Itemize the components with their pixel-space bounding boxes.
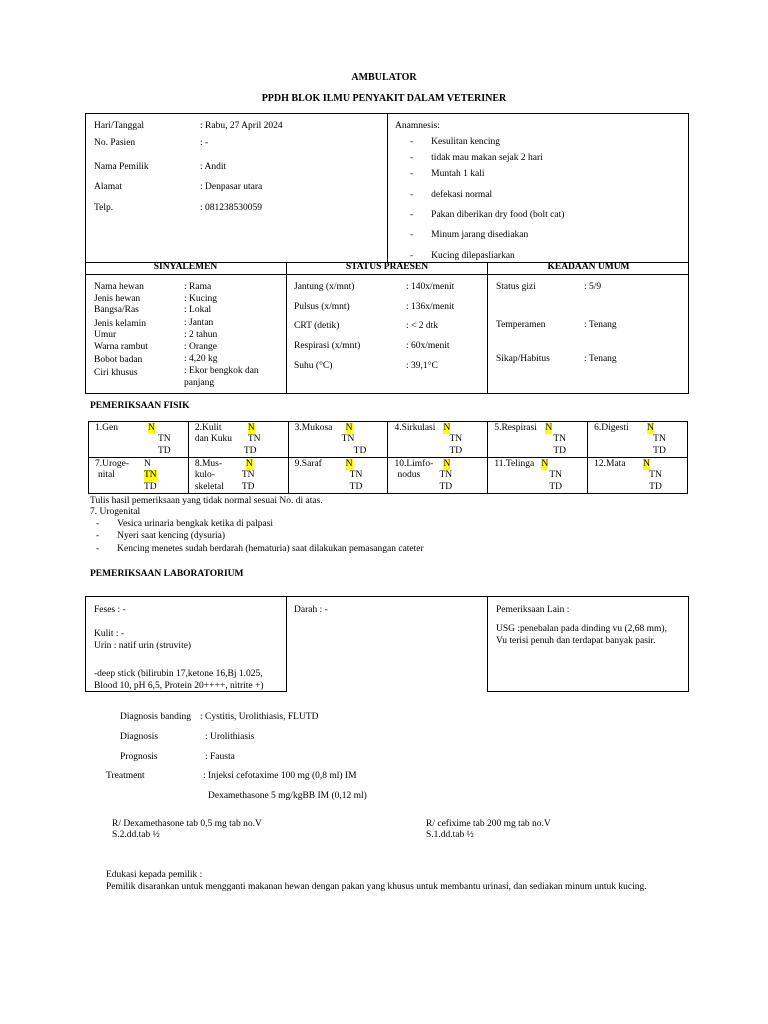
diagnosis-value: : Urolithiasis [205, 732, 255, 742]
table-cell: 10.Limfo- nodus N TN TD [388, 458, 488, 494]
diagnosis-banding-value: : Cystitis, Urolithiasis, FLUTD [200, 712, 319, 722]
keadaan-label: Temperamen [496, 320, 546, 330]
treatment-value: : Injeksi cefotaxime 100 mg (0,8 ml) IM [203, 771, 357, 781]
divider [487, 691, 689, 692]
patient-value: : - [200, 138, 209, 148]
vital-value: : 136x/menit [406, 302, 455, 312]
prognosis-value: : Fausta [205, 752, 235, 762]
keadaan-label: Status gizi [496, 282, 536, 292]
vital-value: : 60x/menit [406, 341, 450, 351]
finding-item: - Nyeri saat kencing (dysuria) [96, 531, 226, 541]
patient-label: Alamat [94, 182, 122, 192]
sinyalemen-label: Warna rambut [94, 342, 148, 352]
vital-label: Pulsus (x/mnt) [294, 302, 350, 312]
anamnesis-item: - Minum jarang disediakan [410, 230, 529, 240]
sinyalemen-label: Nama hewan [94, 282, 144, 292]
divider [85, 274, 689, 275]
patient-label: Hari/Tanggal [94, 121, 144, 131]
patient-label: Telp. [94, 203, 114, 213]
lab-urin: Urin : natif urin (struvite) [94, 641, 192, 651]
anamnesis-item: - Pakan diberikan dry food (bolt cat) [410, 210, 565, 220]
patient-value: : Denpasar utara [200, 182, 263, 192]
diagnosis-banding-label: Diagnosis banding [120, 712, 191, 722]
divider [487, 262, 488, 394]
laboratorium-title: PEMERIKSAAN LABORATORIUM [90, 569, 244, 579]
lab-dipstick: -deep stick (bilirubin 17,ketone 16,Bj 1.025, [94, 669, 263, 679]
pemeriksaan-note: Tulis hasil pemeriksaan yang tidak normal sesuai No. di atas. [90, 496, 323, 506]
lab-feses: Feses : - [94, 605, 126, 615]
divider [286, 262, 287, 394]
pemeriksaan-fisik-table [88, 421, 688, 494]
lab-lain: Vu terisi penuh dan terdapat banyak pasir. [496, 636, 656, 646]
table-cell: 7.Uroge- nital N TN TD [89, 458, 189, 494]
keadaan-label: Sikap/Habitus [496, 354, 550, 364]
resep-right: R/ cefixime tab 200 mg tab no.V [426, 819, 551, 829]
patient-label: No. Pasien [94, 138, 136, 148]
sinyalemen-label: Bangsa/Ras [94, 305, 139, 315]
vital-label: Jantung (x/mnt) [294, 282, 355, 292]
table-cell: 1.Gen N TN TD [89, 422, 189, 458]
resep-right: S.1.dd.tab ½ [426, 830, 474, 840]
sinyalemen-label: Umur [94, 330, 117, 340]
table-cell: 3.Mukosa N TN TD [288, 422, 388, 458]
table-cell: 2.Kulit dan Kuku N TN TD [188, 422, 288, 458]
sinyalemen-label: Jenis hewan [94, 294, 141, 304]
vital-value: : < 2 dtk [406, 321, 439, 331]
sinyalemen-value: : 4,20 kg [184, 354, 218, 364]
sinyalemen-label: Ciri khusus [94, 368, 138, 378]
page-subtitle: PPDH BLOK ILMU PENYAKIT DALAM VETERINER [261, 93, 507, 104]
lab-dipstick: Blood 10, pH 6,5, Protein 20++++, nitrite +) [94, 681, 264, 691]
vital-value: : 39,1°C [406, 361, 438, 371]
patient-value: : Andit [200, 162, 227, 172]
edukasi-title: Edukasi kepada pemilik : [106, 870, 203, 880]
patient-label: Nama Pemilik [94, 162, 149, 172]
table-cell: 5.Respirasi N TN TD [488, 422, 588, 458]
sinyalemen-value: : Ekor bengkok dan [184, 366, 259, 376]
sinyalemen-value: : Jantan [184, 318, 214, 328]
page-title: AMBULATOR [351, 72, 417, 83]
lab-lain-title: Pemeriksaan Lain : [496, 605, 570, 615]
sinyalemen-value: : Kucing [184, 294, 217, 304]
table-cell: 9.Saraf N TN TD [288, 458, 388, 494]
sinyalemen-label: Bobot badan [94, 355, 143, 365]
table-row [89, 458, 688, 494]
prognosis-label: Prognosis [120, 752, 158, 762]
vital-value: : 140x/menit [406, 282, 455, 292]
keadaan-value: : 5/9 [584, 282, 602, 292]
vital-label: CRT (detik) [294, 321, 340, 331]
treatment-label: Treatment [106, 771, 145, 781]
divider [487, 596, 488, 692]
finding-item: - Vesica urinaria bengkak ketika di palpasi [96, 519, 274, 529]
sinyalemen-value: : Orange [184, 342, 217, 352]
keadaan-value: : Tenang [584, 354, 617, 364]
status-praesen-heading: STATUS PRAESEN [345, 262, 429, 272]
lab-darah: Darah : - [294, 605, 328, 615]
finding-title: 7. Urogenital [90, 507, 141, 517]
table-cell: 12.Mata N TN TD [588, 458, 688, 494]
sinyalemen-value: : Rama [184, 282, 212, 292]
table-cell: 11.Telinga N TN TD [488, 458, 588, 494]
vital-label: Suhu (°C) [294, 361, 333, 371]
pemeriksaan-fisik-title: PEMERIKSAAN FISIK [90, 401, 190, 411]
treatment-value: Dexamethasone 5 mg/kgBB IM (0,12 ml) [208, 791, 367, 801]
anamnesis-item: - Kucing dilepasliarkan [410, 251, 515, 261]
anamnesis-item: - defekasi normal [410, 190, 493, 200]
resep-left: R/ Dexamethasone tab 0,5 mg tab no.V [112, 819, 262, 829]
anamnesis-item: - tidak mau makan sejak 2 hari [410, 153, 543, 163]
lab-lain: USG :penebalan pada dinding vu (2,68 mm), [496, 624, 667, 634]
sinyalemen-value: panjang [184, 378, 215, 388]
keadaan-umum-heading: KEADAAN UMUM [547, 262, 630, 272]
vital-label: Respirasi (x/mnt) [294, 341, 361, 351]
lab-kulit: Kulit : - [94, 629, 125, 639]
edukasi-text: Pemilik disarankan untuk mengganti makanan hewan dengan pakan yang khusus untuk membantu urinasi, dan sediakan minum untuk kucing. [106, 882, 647, 892]
table-cell: 6.Digesti N TN TD [588, 422, 688, 458]
sinyalemen-label: Jenis kelamin [94, 319, 146, 329]
finding-item: - Kencing menetes sudah berdarah (hematuria) saat dilakukan pemasangan cateter [96, 544, 424, 554]
table-cell: 4.Sirkulasi N TN TD [388, 422, 488, 458]
patient-value: : Rabu, 27 April 2024 [200, 121, 283, 131]
divider [387, 113, 388, 263]
table-cell: 8.Mus- kulo- skeletal N TN TD [188, 458, 288, 494]
sinyalemen-value: : Lokal [184, 305, 212, 315]
anamnesis-title: Anamnesis: [395, 121, 440, 131]
resep-left: S.2.dd.tab ½ [112, 830, 160, 840]
diagnosis-label: Diagnosis [120, 732, 158, 742]
anamnesis-item: - Muntah 1 kali [410, 169, 485, 179]
patient-value: : 081238530059 [200, 203, 263, 213]
divider [286, 596, 287, 692]
table-row [89, 422, 688, 458]
anamnesis-item: - Kesulitan kencing [410, 137, 501, 147]
sinyalemen-heading: SINYALEMEN [153, 262, 218, 272]
sinyalemen-value: : 2 tahun [184, 330, 218, 340]
keadaan-value: : Tenang [584, 320, 617, 330]
